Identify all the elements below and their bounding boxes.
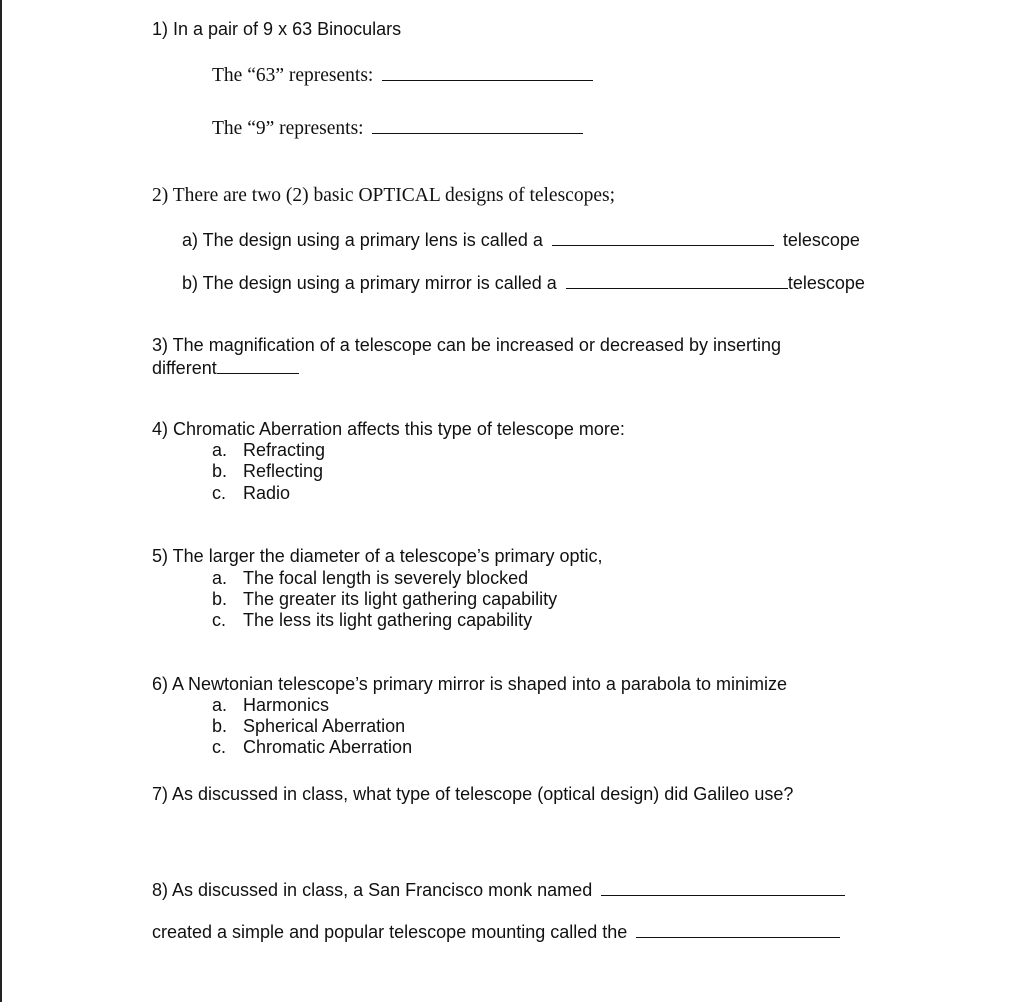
q7-question: 7) As discussed in class, what type of telescope (optical design) did Galileo use? bbox=[152, 784, 794, 804]
q6-option-letter: a. bbox=[212, 695, 228, 715]
q8-line2-text: created a simple and popular telescope mounting called the bbox=[152, 922, 628, 942]
q8-line1 bbox=[152, 878, 845, 901]
q8-monk-name-blank[interactable] bbox=[601, 878, 845, 896]
q2-b-text: b) The design using a primary mirror is called a bbox=[182, 273, 557, 293]
q5-option-letter: c. bbox=[212, 610, 227, 630]
q5-option-text: The focal length is severely blocked bbox=[243, 568, 529, 588]
q1-line-63-label: The “63” represents: bbox=[212, 65, 374, 86]
q1-line-63 bbox=[212, 63, 593, 86]
q1-title: 1) In a pair of 9 x 63 Binoculars bbox=[152, 19, 402, 39]
q2-b-blank[interactable] bbox=[566, 271, 788, 289]
q8-line2 bbox=[152, 920, 840, 943]
q5-question: 5) The larger the diameter of a telescope’s primary optic, bbox=[152, 546, 603, 566]
q4-option-letter: c. bbox=[212, 483, 227, 503]
q5-option-a[interactable] bbox=[212, 568, 528, 589]
q8-mounting-blank[interactable] bbox=[636, 920, 840, 938]
q6-option-text: Harmonics bbox=[243, 695, 330, 715]
q5-option-text: The less its light gathering capability bbox=[243, 610, 533, 630]
q6-option-text: Chromatic Aberration bbox=[243, 737, 413, 757]
q1-line-9 bbox=[212, 116, 583, 139]
q6-option-c[interactable] bbox=[212, 737, 412, 758]
q2-b-suffix: telescope bbox=[787, 273, 865, 293]
q5-option-b[interactable] bbox=[212, 589, 557, 610]
q2-b-line bbox=[182, 271, 865, 294]
q4-option-letter: a. bbox=[212, 440, 228, 460]
q1-line-9-label: The “9” represents: bbox=[212, 118, 364, 139]
q2-title: 2) There are two (2) basic OPTICAL designs of telescopes; bbox=[152, 185, 615, 206]
q6-option-text: Spherical Aberration bbox=[243, 716, 406, 736]
q4-option-c[interactable] bbox=[212, 483, 290, 504]
q2-a-blank[interactable] bbox=[552, 228, 774, 246]
q6-question: 6) A Newtonian telescope’s primary mirror is shaped into a parabola to minimize bbox=[152, 674, 787, 694]
q5-option-letter: a. bbox=[212, 568, 228, 588]
q4-option-b[interactable] bbox=[212, 461, 323, 482]
q1-answer-9-blank[interactable] bbox=[372, 116, 583, 134]
q2-a-text: a) The design using a primary lens is called a bbox=[182, 230, 543, 250]
q4-option-letter: b. bbox=[212, 461, 228, 481]
q4-option-text: Radio bbox=[243, 483, 291, 503]
q2-a-suffix: telescope bbox=[782, 230, 860, 250]
q8-line1-text: 8) As discussed in class, a San Francisco monk named bbox=[152, 880, 593, 900]
q6-option-b[interactable] bbox=[212, 716, 405, 737]
q3-line1: 3) The magnification of a telescope can be increased or decreased by inserting bbox=[152, 335, 782, 355]
q1-answer-63-blank[interactable] bbox=[382, 63, 593, 81]
q6-option-a[interactable] bbox=[212, 695, 329, 716]
q6-option-letter: c. bbox=[212, 737, 227, 757]
q6-option-letter: b. bbox=[212, 716, 228, 736]
q4-option-a[interactable] bbox=[212, 440, 325, 461]
q3-line2-text: different bbox=[152, 358, 217, 378]
q3-blank[interactable] bbox=[217, 356, 299, 374]
q5-option-text: The greater its light gathering capability bbox=[243, 589, 558, 609]
q5-option-c[interactable] bbox=[212, 610, 532, 631]
q4-question: 4) Chromatic Aberration affects this type of telescope more: bbox=[152, 419, 625, 439]
q4-option-text: Reflecting bbox=[243, 461, 324, 481]
q4-option-text: Refracting bbox=[243, 440, 326, 460]
q3-line2 bbox=[152, 356, 299, 379]
page-left-border bbox=[0, 0, 2, 1002]
q5-option-letter: b. bbox=[212, 589, 228, 609]
q2-a-line bbox=[182, 228, 860, 251]
